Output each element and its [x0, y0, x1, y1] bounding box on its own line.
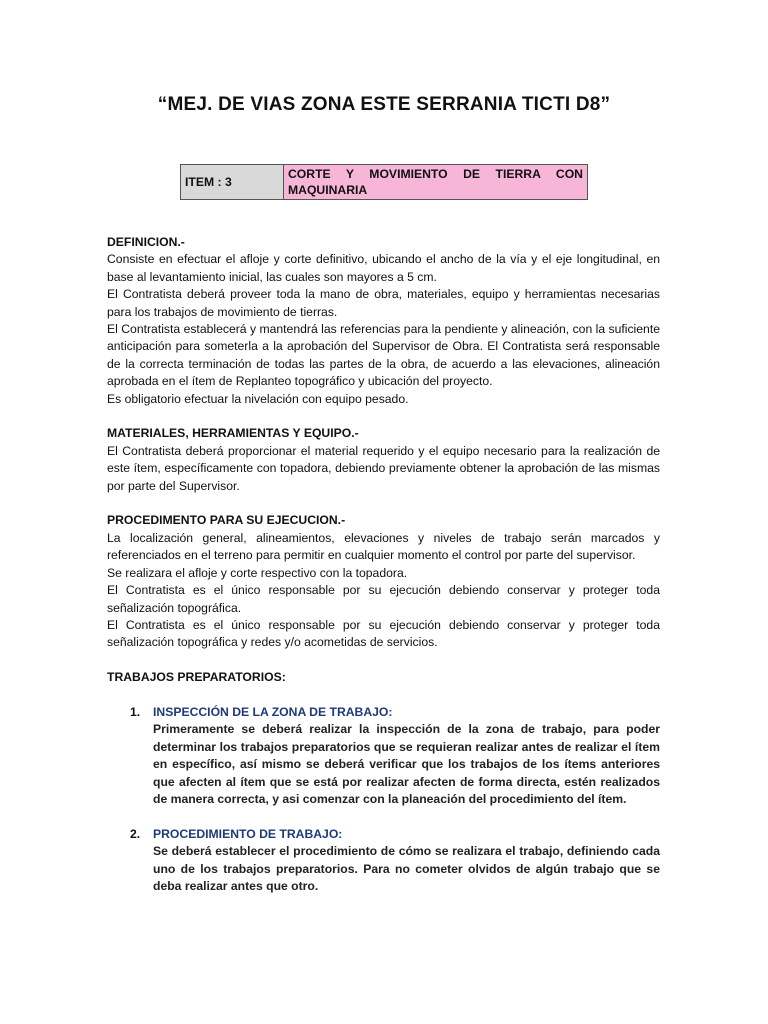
- page-title: “MEJ. DE VIAS ZONA ESTE SERRANIA TICTI D8”: [157, 94, 611, 115]
- definicion-paragraph: El Contratista deberá proveer toda la mano de obra, materiales, equipo y herramientas necesarias para los trabajos de movimiento de tierras.: [107, 287, 660, 319]
- step-text: Se deberá establecer el procedimiento de cómo se realizara el trabajo, definiendo cada uno de los trabajos preparatorios. Para no cometer olvidos de algún trabajo que se deba realizar antes que otro.: [153, 844, 660, 893]
- numbered-step: [107, 826, 660, 896]
- item-table: [180, 164, 588, 200]
- step-number: 2.: [130, 826, 141, 841]
- definicion-paragraph: Es obligatorio efectuar la nivelación con equipo pesado.: [107, 391, 409, 406]
- procedimiento-paragraph: Se realizara el afloje y corte respectivo con la topadora.: [107, 565, 408, 580]
- procedimiento-paragraph: El Contratista es el único responsable por su ejecución debiendo conservar y proteger toda señalización topográfica.: [107, 583, 660, 615]
- step-title: PROCEDIMIENTO DE TRABAJO:: [153, 826, 343, 841]
- procedimiento-paragraph: La localización general, alineamientos, elevaciones y niveles de trabajo serán marcados y referenciados en el terreno para permitir en cualquier momento el control por parte del supervisor.: [107, 530, 660, 563]
- numbered-step: [107, 704, 660, 808]
- definicion-paragraph: Consiste en efectuar el afloje y corte definitivo, ubicando el ancho de la vía y el eje longitudinal, en base al levantamiento inicial, las cuales son mayores a 5 cm.: [107, 252, 660, 284]
- section-heading-materiales: MATERIALES, HERRAMIENTAS Y EQUIPO.-: [107, 426, 359, 441]
- step-number: 1.: [130, 704, 141, 719]
- definicion-paragraph: El Contratista establecerá y mantendrá las referencias para la pendiente y alineación, con la suficiente anticipación para someterla a la aprobación del Supervisor de Obra. El Contratista será responsable de la correcta terminación de todas las partes de la obra, de acuerdo a las elevaciones, alineación aprobada en el ítem de Replanteo topográfico y ubicación del proyecto.: [107, 322, 660, 389]
- section-heading-definicion: DEFINICION.-: [107, 235, 185, 249]
- section-heading-procedimiento: PROCEDIMENTO PARA SU EJECUCION.-: [107, 513, 346, 528]
- step-title: INSPECCIÓN DE LA ZONA DE TRABAJO:: [153, 704, 393, 719]
- document-body: [107, 234, 660, 895]
- materiales-paragraph: El Contratista deberá proporcionar el material requerido y el equipo necesario para la realización de este ítem, específicamente con topadora, debiendo previamente obtener la aprobación de las mismas por parte del Supervisor.: [107, 443, 660, 493]
- section-heading-trabajos: TRABAJOS PREPARATORIOS:: [107, 670, 286, 685]
- item-number: ITEM : 3: [181, 165, 284, 200]
- procedimiento-paragraph: El Contratista es el único responsable por su ejecución debiendo conservar y proteger toda señalización topográfica y redes y/o acometidas de servicios.: [107, 617, 660, 650]
- item-description: CORTE Y MOVIMIENTO DE TIERRA CON MAQUINARIA: [284, 165, 588, 200]
- step-text: Primeramente se deberá realizar la inspección de la zona de trabajo, para poder determinar los trabajos preparatorios que se requieran realizar antes de realizar el ítem en específico, así mismo se deberá verificar que los trabajos de los ítems anteriores que afecten al ítem que se está por realizar afecten de forma directa, estén realizados de manera correcta, y asi comenzar con la planeación del procedimiento del ítem.: [153, 722, 660, 806]
